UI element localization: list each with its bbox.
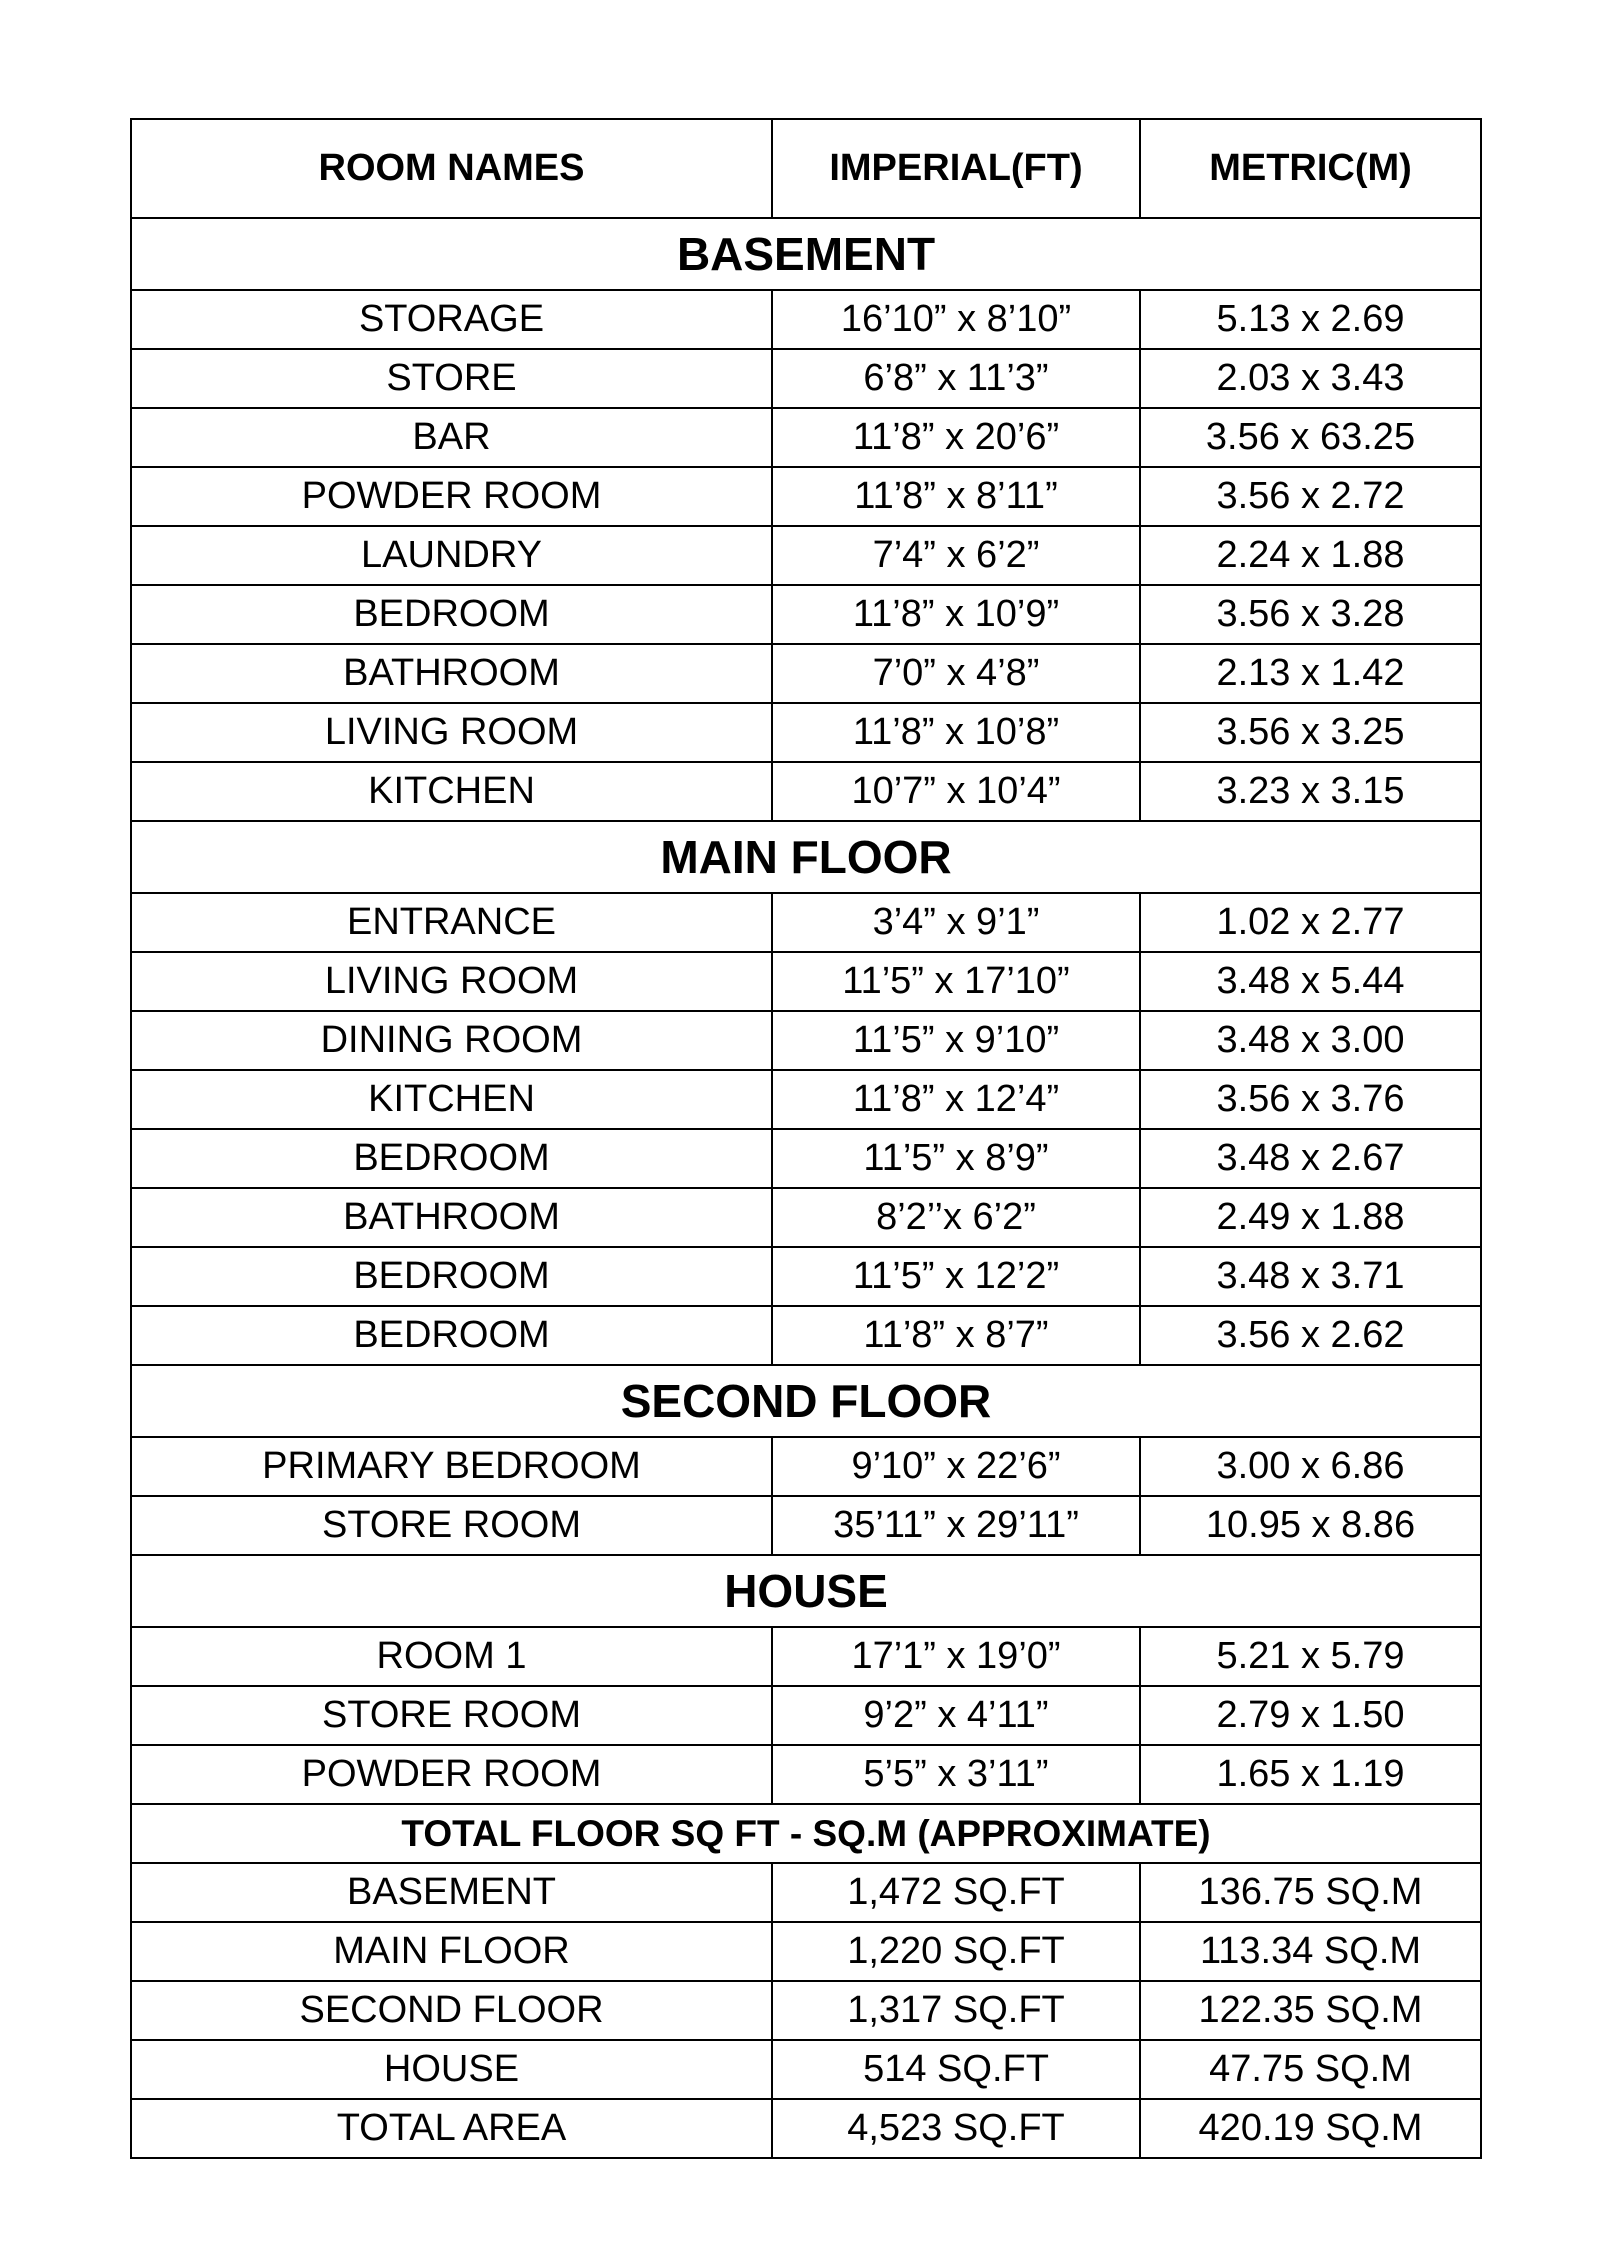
table-row <box>131 1437 1481 1496</box>
table-row <box>131 1686 1481 1745</box>
imperial-cell: 17’1” x 19’0” <box>772 1627 1140 1686</box>
room-name-cell: LAUNDRY <box>131 526 772 585</box>
column-header-imperial: IMPERIAL(FT) <box>772 119 1140 218</box>
room-name-cell: DINING ROOM <box>131 1011 772 1070</box>
room-name-cell: BEDROOM <box>131 1247 772 1306</box>
metric-cell: 2.24 x 1.88 <box>1140 526 1481 585</box>
section-heading-title: MAIN FLOOR <box>131 821 1481 893</box>
metric-cell: 47.75 SQ.M <box>1140 2040 1481 2099</box>
imperial-cell: 11’5” x 8’9” <box>772 1129 1140 1188</box>
room-name-cell: SECOND FLOOR <box>131 1981 772 2040</box>
room-name-cell: ROOM 1 <box>131 1627 772 1686</box>
metric-cell: 3.56 x 2.62 <box>1140 1306 1481 1365</box>
table-row <box>131 408 1481 467</box>
metric-cell: 3.56 x 3.76 <box>1140 1070 1481 1129</box>
room-name-cell: POWDER ROOM <box>131 467 772 526</box>
table-row <box>131 1745 1481 1804</box>
metric-cell: 10.95 x 8.86 <box>1140 1496 1481 1555</box>
totals-row <box>131 1922 1481 1981</box>
imperial-cell: 5’5” x 3’11” <box>772 1745 1140 1804</box>
metric-cell: 5.13 x 2.69 <box>1140 290 1481 349</box>
table-row <box>131 290 1481 349</box>
imperial-cell: 1,472 SQ.FT <box>772 1863 1140 1922</box>
table-row <box>131 762 1481 821</box>
table-row <box>131 644 1481 703</box>
table-row <box>131 526 1481 585</box>
metric-cell: 3.00 x 6.86 <box>1140 1437 1481 1496</box>
imperial-cell: 11’5” x 9’10” <box>772 1011 1140 1070</box>
imperial-cell: 7’4” x 6’2” <box>772 526 1140 585</box>
imperial-cell: 11’8” x 10’8” <box>772 703 1140 762</box>
metric-cell: 3.56 x 3.25 <box>1140 703 1481 762</box>
room-name-cell: ENTRANCE <box>131 893 772 952</box>
metric-cell: 136.75 SQ.M <box>1140 1863 1481 1922</box>
section-heading-title: HOUSE <box>131 1555 1481 1627</box>
table-row <box>131 1247 1481 1306</box>
table-row <box>131 952 1481 1011</box>
room-name-cell: POWDER ROOM <box>131 1745 772 1804</box>
totals-row <box>131 2040 1481 2099</box>
metric-cell: 5.21 x 5.79 <box>1140 1627 1481 1686</box>
metric-cell: 3.56 x 3.28 <box>1140 585 1481 644</box>
totals-row <box>131 1981 1481 2040</box>
totals-heading <box>131 1804 1481 1863</box>
table-row <box>131 703 1481 762</box>
room-name-cell: BAR <box>131 408 772 467</box>
room-name-cell: HOUSE <box>131 2040 772 2099</box>
totals-row <box>131 2099 1481 2158</box>
room-name-cell: KITCHEN <box>131 1070 772 1129</box>
metric-cell: 3.56 x 63.25 <box>1140 408 1481 467</box>
room-name-cell: MAIN FLOOR <box>131 1922 772 1981</box>
totals-row <box>131 1863 1481 1922</box>
imperial-cell: 35’11” x 29’11” <box>772 1496 1140 1555</box>
table-row <box>131 1011 1481 1070</box>
section-heading-title: BASEMENT <box>131 218 1481 290</box>
metric-cell: 3.23 x 3.15 <box>1140 762 1481 821</box>
room-name-cell: BEDROOM <box>131 585 772 644</box>
table-row <box>131 1306 1481 1365</box>
imperial-cell: 6’8” x 11’3” <box>772 349 1140 408</box>
imperial-cell: 10’7” x 10’4” <box>772 762 1140 821</box>
metric-cell: 420.19 SQ.M <box>1140 2099 1481 2158</box>
imperial-cell: 7’0” x 4’8” <box>772 644 1140 703</box>
imperial-cell: 514 SQ.FT <box>772 2040 1140 2099</box>
header-row <box>131 119 1481 218</box>
metric-cell: 2.49 x 1.88 <box>1140 1188 1481 1247</box>
room-name-cell: BEDROOM <box>131 1129 772 1188</box>
metric-cell: 122.35 SQ.M <box>1140 1981 1481 2040</box>
room-name-cell: PRIMARY BEDROOM <box>131 1437 772 1496</box>
imperial-cell: 9’10” x 22’6” <box>772 1437 1140 1496</box>
imperial-cell: 11’5” x 12’2” <box>772 1247 1140 1306</box>
room-name-cell: BATHROOM <box>131 1188 772 1247</box>
metric-cell: 2.13 x 1.42 <box>1140 644 1481 703</box>
table-body <box>131 119 1481 2158</box>
imperial-cell: 1,220 SQ.FT <box>772 1922 1140 1981</box>
room-name-cell: TOTAL AREA <box>131 2099 772 2158</box>
imperial-cell: 11’5” x 17’10” <box>772 952 1140 1011</box>
imperial-cell: 3’4” x 9’1” <box>772 893 1140 952</box>
column-header-metric: METRIC(M) <box>1140 119 1481 218</box>
imperial-cell: 11’8” x 8’11” <box>772 467 1140 526</box>
table-row <box>131 1070 1481 1129</box>
imperial-cell: 8’2’’x 6’2” <box>772 1188 1140 1247</box>
imperial-cell: 11’8” x 8’7” <box>772 1306 1140 1365</box>
room-name-cell: STORE <box>131 349 772 408</box>
imperial-cell: 4,523 SQ.FT <box>772 2099 1140 2158</box>
metric-cell: 2.03 x 3.43 <box>1140 349 1481 408</box>
room-name-cell: BEDROOM <box>131 1306 772 1365</box>
table-row <box>131 1129 1481 1188</box>
imperial-cell: 9’2” x 4’11” <box>772 1686 1140 1745</box>
table-row <box>131 1627 1481 1686</box>
section-heading <box>131 218 1481 290</box>
room-name-cell: LIVING ROOM <box>131 952 772 1011</box>
imperial-cell: 1,317 SQ.FT <box>772 1981 1140 2040</box>
room-name-cell: STORAGE <box>131 290 772 349</box>
room-dimensions-table <box>130 118 1482 2159</box>
metric-cell: 3.48 x 3.00 <box>1140 1011 1481 1070</box>
totals-heading-title: TOTAL FLOOR SQ FT - SQ.M (APPROXIMATE) <box>131 1804 1481 1863</box>
room-name-cell: BASEMENT <box>131 1863 772 1922</box>
room-name-cell: STORE ROOM <box>131 1686 772 1745</box>
column-header-room-names: ROOM NAMES <box>131 119 772 218</box>
section-heading <box>131 1555 1481 1627</box>
table-row <box>131 1188 1481 1247</box>
metric-cell: 3.48 x 2.67 <box>1140 1129 1481 1188</box>
imperial-cell: 11’8” x 20’6” <box>772 408 1140 467</box>
imperial-cell: 16’10” x 8’10” <box>772 290 1140 349</box>
section-heading <box>131 1365 1481 1437</box>
metric-cell: 3.48 x 3.71 <box>1140 1247 1481 1306</box>
metric-cell: 1.65 x 1.19 <box>1140 1745 1481 1804</box>
room-name-cell: KITCHEN <box>131 762 772 821</box>
section-heading-title: SECOND FLOOR <box>131 1365 1481 1437</box>
metric-cell: 3.56 x 2.72 <box>1140 467 1481 526</box>
metric-cell: 1.02 x 2.77 <box>1140 893 1481 952</box>
table-row <box>131 349 1481 408</box>
table-row <box>131 1496 1481 1555</box>
room-name-cell: BATHROOM <box>131 644 772 703</box>
section-heading <box>131 821 1481 893</box>
room-name-cell: LIVING ROOM <box>131 703 772 762</box>
table-row <box>131 585 1481 644</box>
metric-cell: 3.48 x 5.44 <box>1140 952 1481 1011</box>
imperial-cell: 11’8” x 10’9” <box>772 585 1140 644</box>
room-name-cell: STORE ROOM <box>131 1496 772 1555</box>
table-row <box>131 467 1481 526</box>
metric-cell: 113.34 SQ.M <box>1140 1922 1481 1981</box>
table-row <box>131 893 1481 952</box>
imperial-cell: 11’8” x 12’4” <box>772 1070 1140 1129</box>
metric-cell: 2.79 x 1.50 <box>1140 1686 1481 1745</box>
